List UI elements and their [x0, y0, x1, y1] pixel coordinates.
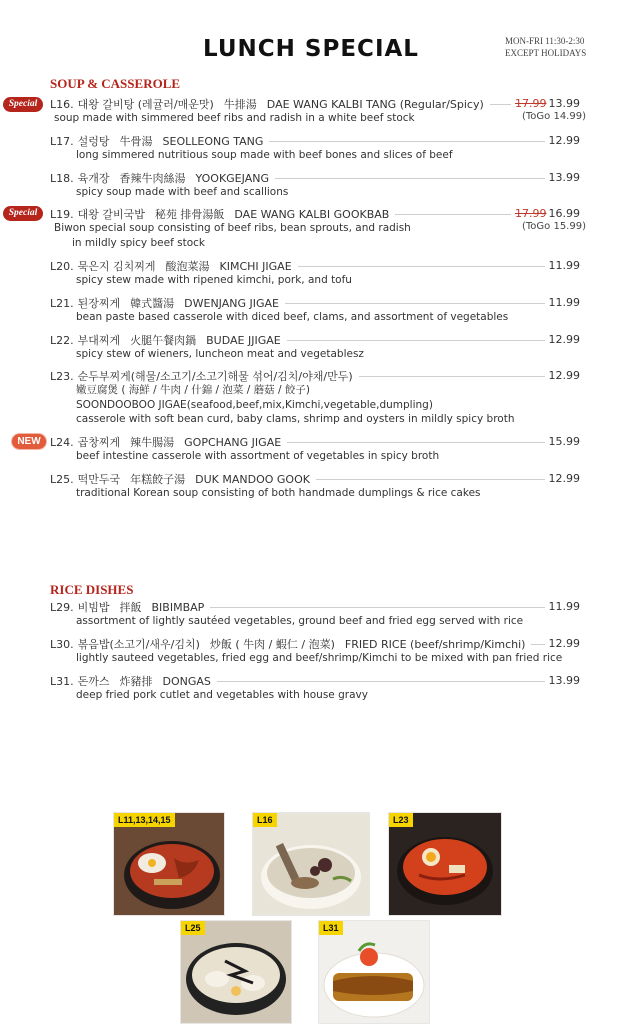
item-code: L16. [50, 97, 74, 111]
menu-item-name [50, 434, 281, 450]
english-name: FRIED RICE (beef/shrimp/Kimchi) [344, 637, 526, 651]
korean-name: 대왕 갈비탕 (레귤러/매운맛) [77, 97, 214, 111]
item-code: L23. [50, 369, 74, 383]
menu-item-title-row [50, 434, 580, 449]
leader-line [490, 104, 511, 105]
menu-item-description: spicy soup made with beef and scallions [76, 186, 289, 198]
korean-name: 비빔밥 [77, 600, 110, 614]
menu-item-title-row [50, 258, 580, 273]
special-badge: Special [3, 97, 43, 112]
menu-item-name [50, 636, 525, 652]
english-name: DUK MANDOO GOOK [195, 472, 310, 486]
item-code: L31. [50, 674, 74, 688]
price [515, 97, 580, 110]
leader-line [531, 644, 544, 645]
menu-item-title-row [50, 471, 580, 486]
menu-item-title-row [50, 599, 580, 614]
food-photo [180, 920, 292, 1024]
menu-item-description: 嫩豆腐煲 ( 海鮮 / 牛肉 / 什錦 / 泡菜 / 蘑菇 / 餃子) [76, 384, 310, 396]
korean-name: 묵은지 김치찌게 [77, 259, 156, 273]
chinese-name: 辣牛腸湯 [130, 435, 175, 449]
current-price: 11.99 [548, 600, 580, 613]
leader-line [210, 607, 544, 608]
chinese-name: 牛骨湯 [119, 134, 153, 148]
menu-item-name [50, 258, 292, 274]
dongas-plate-illustration [319, 921, 429, 1023]
stir-fry-plate-illustration [114, 813, 224, 915]
section-heading-soup: SOUP & CASSEROLE [50, 76, 181, 91]
menu-item-title-row [50, 368, 580, 383]
menu-item-description: spicy stew made with ripened kimchi, pork, and tofu [76, 274, 352, 286]
hours-line: MON-FRI 11:30-2:30 [505, 36, 585, 46]
current-price: 13.99 [548, 674, 580, 687]
chinese-name: 火腿午餐肉鍋 [130, 333, 197, 347]
price [549, 296, 581, 309]
menu-item [50, 206, 586, 250]
korean-name: 볶음밥(소고기/새우/김치) [77, 637, 200, 651]
current-price: 11.99 [548, 259, 580, 272]
current-price: 12.99 [548, 369, 580, 382]
current-price: 12.99 [548, 333, 580, 346]
current-price: 15.99 [548, 435, 580, 448]
page-title: LUNCH SPECIAL [203, 36, 419, 62]
menu-item-title-row [50, 332, 580, 347]
menu-item [50, 258, 580, 288]
menu-item-description: bean paste based casserole with diced beef, clams, and assortment of vegetables [76, 311, 509, 323]
english-name: BUDAE JJIGAE [206, 333, 281, 347]
chinese-name: 牛排湯 [223, 97, 257, 111]
menu-item [50, 673, 580, 703]
kalbi-tang-bowl-illustration [253, 813, 369, 915]
food-photo [388, 812, 502, 916]
menu-item-title-row [50, 673, 580, 688]
current-price: 13.99 [548, 171, 580, 184]
togo-price: (ToGo 14.99) [521, 111, 586, 122]
food-photo [252, 812, 370, 916]
leader-line [269, 141, 544, 142]
price [515, 207, 580, 220]
menu-item-title-row [50, 206, 580, 221]
price [549, 369, 581, 382]
menu-item [50, 471, 580, 501]
price [549, 333, 581, 346]
english-name: YOOKGEJANG [195, 171, 269, 185]
dumpling-soup-bowl-illustration [181, 921, 291, 1023]
menu-item-name [50, 599, 204, 615]
chinese-name: 拌飯 [119, 600, 142, 614]
current-price: 13.99 [548, 97, 580, 110]
menu-item [50, 636, 580, 666]
english-name: GOPCHANG JIGAE [184, 435, 282, 449]
item-code: L18. [50, 171, 74, 185]
menu-item-description: deep fried pork cutlet and vegetables with house gravy [76, 689, 368, 701]
photo-label: L31 [319, 921, 343, 935]
korean-name: 떡만두국 [77, 472, 121, 486]
price [549, 472, 581, 485]
leader-line [395, 214, 511, 215]
menu-item [50, 96, 586, 126]
item-code: L20. [50, 259, 74, 273]
menu-item-name [50, 133, 263, 149]
menu-item-name [50, 332, 281, 348]
old-price: 17.99 [515, 207, 547, 220]
menu-item-description: traditional Korean soup consisting of both handmade dumplings & rice cakes [76, 487, 481, 499]
menu-item-name [50, 471, 310, 487]
menu-item-description: lightly sauteed vegetables, fried egg and beef/shrimp/Kimchi to be mixed with pan fried rice [76, 652, 563, 664]
menu-item [50, 170, 580, 200]
price [549, 259, 581, 272]
soondooboo-pot-illustration [389, 813, 501, 915]
photo-label: L23 [389, 813, 413, 827]
menu-item-name [50, 96, 484, 112]
menu-item-title-row [50, 96, 580, 111]
current-price: 12.99 [548, 637, 580, 650]
english-name: DAE WANG KALBI GOOKBAB [234, 207, 390, 221]
menu-item [50, 332, 580, 362]
menu-item-description: assortment of lightly sautéed vegetables, ground beef and fried egg served with rice [76, 615, 524, 627]
menu-item-name [50, 673, 211, 689]
leader-line [359, 376, 545, 377]
menu-item-title-row [50, 133, 580, 148]
chinese-name: 酸泡菜湯 [165, 259, 210, 273]
photo-label: L11,13,14,15 [114, 813, 175, 827]
new-badge: NEW [12, 434, 46, 449]
chinese-name: 韓式醬湯 [130, 296, 175, 310]
menu-item-title-row [50, 636, 580, 651]
price [549, 171, 581, 184]
english-name: DAE WANG KALBI TANG (Regular/Spicy) [266, 97, 484, 111]
item-code: L29. [50, 600, 74, 614]
item-code: L25. [50, 472, 74, 486]
old-price: 17.99 [515, 97, 547, 110]
current-price: 11.99 [548, 296, 580, 309]
price [549, 637, 581, 650]
food-photo [318, 920, 430, 1024]
photo-label: L16 [253, 813, 277, 827]
photo-label: L25 [181, 921, 205, 935]
menu-item [50, 434, 580, 464]
section-heading-rice: RICE DISHES [50, 582, 134, 597]
current-price: 12.99 [548, 134, 580, 147]
menu-item-description: beef intestine casserole with assortment of vegetables in spicy broth [76, 450, 440, 462]
korean-name: 부대찌게 [77, 333, 121, 347]
menu-item-title-row [50, 295, 580, 310]
menu-item-name [50, 368, 353, 384]
chinese-name: 秘苑 排骨湯飯 [154, 207, 225, 221]
korean-name: 곱창찌게 [77, 435, 121, 449]
leader-line [316, 479, 545, 480]
special-badge: Special [3, 206, 43, 221]
menu-item-description: soup made with simmered beef ribs and radish in a white beef stock [54, 112, 415, 124]
item-code: L17. [50, 134, 74, 148]
chinese-name: 炒飯 ( 牛肉 / 蝦仁 / 泡菜) [209, 637, 335, 651]
price [549, 134, 581, 147]
item-code: L21. [50, 296, 74, 310]
current-price: 16.99 [548, 207, 580, 220]
hours-note [505, 35, 586, 59]
togo-price: (ToGo 15.99) [521, 221, 586, 232]
english-name: DONGAS [162, 674, 211, 688]
menu-item-description: spicy stew of wieners, luncheon meat and vegetablesz [76, 348, 364, 360]
chinese-name: 香辣牛肉絲湯 [119, 171, 186, 185]
leader-line [217, 681, 545, 682]
leader-line [275, 178, 545, 179]
english-name: DWENJANG JIGAE [184, 296, 279, 310]
food-photo [113, 812, 225, 916]
english-name: SEOLLEONG TANG [162, 134, 264, 148]
menu-item-description: in mildly spicy beef stock [72, 236, 205, 249]
english-name: KIMCHI JIGAE [219, 259, 292, 273]
item-code: L22. [50, 333, 74, 347]
menu-item-name [50, 295, 279, 311]
korean-name: 된장찌게 [77, 296, 121, 310]
menu-item-title-row [50, 170, 580, 185]
korean-name: 육개장 [77, 171, 110, 185]
korean-name: 순두부찌게(해물/소고기/소고기해물 섞어/김치/야채/만두) [77, 369, 353, 383]
menu-item [50, 368, 580, 427]
menu-item-description: SOONDOOBOO JIGAE(seafood,beef,mix,Kimchi,vegetable,dumpling) [76, 398, 433, 411]
item-code: L24. [50, 435, 74, 449]
price [549, 435, 581, 448]
item-code: L30. [50, 637, 74, 651]
korean-name: 돈까스 [77, 674, 110, 688]
chinese-name: 炸豬排 [119, 674, 153, 688]
menu-item-description: long simmered nutritious soup made with beef bones and slices of beef [76, 149, 453, 161]
menu-item-description: Biwon special soup consisting of beef ribs, bean sprouts, and radish [54, 222, 411, 234]
english-name: BIBIMBAP [151, 600, 205, 614]
holidays-line: EXCEPT HOLIDAYS [505, 48, 587, 58]
menu-item [50, 599, 580, 629]
leader-line [285, 303, 545, 304]
current-price: 12.99 [548, 472, 580, 485]
leader-line [287, 442, 544, 443]
menu-item [50, 295, 580, 325]
leader-line [298, 266, 545, 267]
korean-name: 설렁탕 [77, 134, 110, 148]
menu-item-name [50, 206, 389, 222]
menu-item-name [50, 170, 269, 186]
leader-line [287, 340, 545, 341]
menu-item-description: casserole with soft bean curd, baby clams, shrimp and oysters in mildly spicy broth [76, 413, 515, 425]
price [549, 600, 581, 613]
korean-name: 대왕 갈비국밥 [77, 207, 145, 221]
item-code: L19. [50, 207, 74, 221]
menu-item [50, 133, 580, 163]
chinese-name: 年糕餃子湯 [130, 472, 186, 486]
price [549, 674, 581, 687]
